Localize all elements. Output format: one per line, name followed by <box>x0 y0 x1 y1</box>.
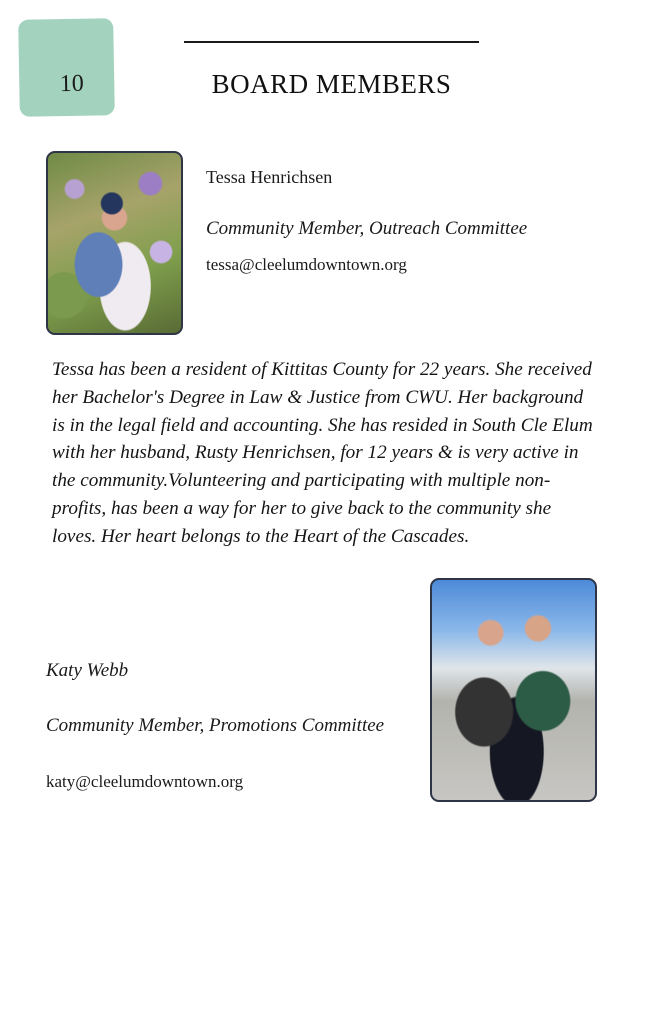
member-role: Community Member, Promotions Committee <box>46 715 385 736</box>
member-name: Katy Webb <box>46 660 129 681</box>
page-number-badge <box>18 18 115 117</box>
member-email[interactable]: tessa@cleelumdowntown.org <box>206 255 407 274</box>
page-title: BOARD MEMBERS <box>211 69 452 99</box>
member-name: Tessa Henrichsen <box>206 167 333 187</box>
member-email[interactable]: katy@cleelumdowntown.org <box>46 772 244 791</box>
katy-group-photo <box>430 578 597 802</box>
page-number: 10 <box>59 70 85 98</box>
member-bio: Tessa has been a resident of Kittitas County for 22 years. She received her Bachelor's Degree in Law & Justice from CWU. Her background is in the legal field and accounting. She has resided in South Cle Elum with her husband, Rusty Henrichsen, for 12 years & is very active in the community.Volunteering and participating with multiple non-profits, has been a way for her to give back to the community she loves. Her heart belongs to the Heart of the Cascades. <box>52 359 593 547</box>
tessa-portrait-photo <box>46 151 183 335</box>
header-divider <box>184 41 479 43</box>
member-role: Community Member, Outreach Committee <box>206 218 528 239</box>
